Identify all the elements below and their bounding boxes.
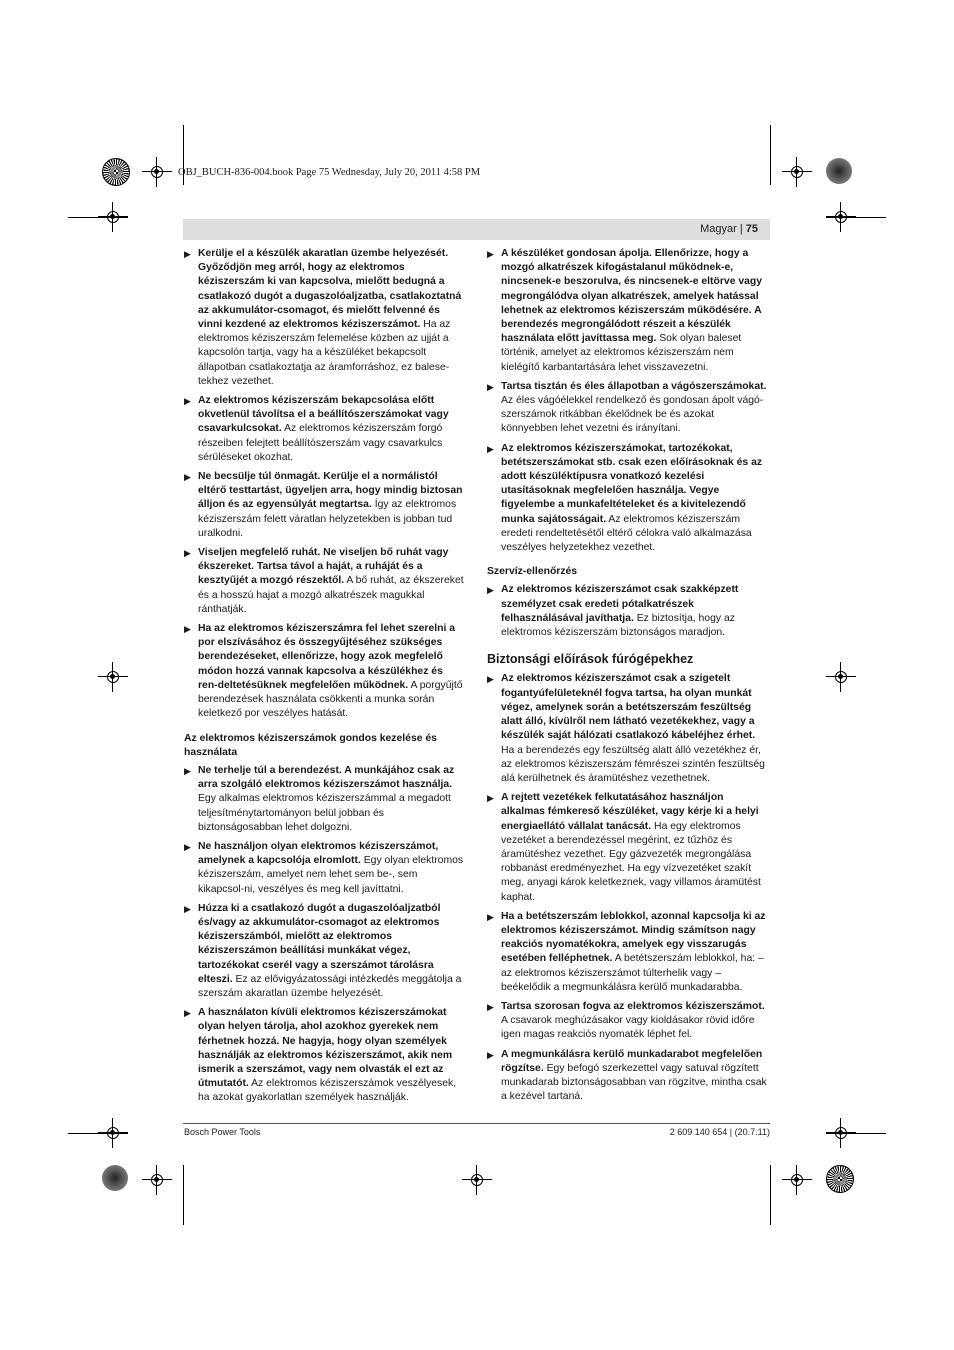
trim-mark (826, 1133, 886, 1134)
subheading: Az elektromos kéziszerszámok gondos kezelése és használata (184, 732, 437, 758)
bullet-arrow-icon: ▶ (487, 381, 494, 392)
bullet-list (184, 764, 465, 1106)
bullet-item: ▶ Viseljen megfelelő ruhát. Ne viseljen bő ruhát vagy ékszereket. Tartsa távol a haját, a ruháját és a kesztyűjét a mozgó részektől. A bő ruhát, az ékszereket és a hosszú hajat a mozgó alkatrészek magukkal ránthatják. (184, 547, 464, 615)
bullet-item: ▶ Az elektromos kéziszerszámot csak szakképzett személyzet csak eredeti pótalkatrészek felhasználásával javíthatja. Ez biztosítja, hogy az elektromos kéziszerszám biztonságos maradjon. (487, 584, 739, 639)
section-heading: Biztonsági előírások fúrógépekhez (487, 652, 694, 667)
bullet-list (487, 672, 770, 1104)
header-language: Magyar (700, 223, 737, 235)
color-target-tr (826, 158, 852, 184)
registration-mark (782, 157, 812, 187)
footer-doc-number: 2 609 140 654 | (20.7.11) (669, 1127, 770, 1137)
bullet-arrow-icon: ▶ (184, 624, 191, 635)
bullet-item: ▶ Kerülje el a készülék akaratlan üzembe helyezését. Győződjön meg arról, hogy az elektromos kéziszerszám ki van kapcsolva, mielőtt bedugná a csatlakozó dugót a dugaszolóaljzatba, csatlakoztatná az akkumulátor-csomagot, és mielőtt felvenné és vinni kezdené az elektromos kéziszerszámot. Ha az elektromos kéziszerszám felemelése közben az ujját a kapcsolón tartja, vagy ha a készüléket bekapcsolt állapotban csatlakoztatja az áramforráshoz, ez balese-tekhez vezethet. (184, 248, 462, 387)
page-number: 75 (745, 223, 758, 235)
header-right (700, 223, 758, 235)
trim-mark (183, 1165, 184, 1225)
bullet-arrow-icon: ▶ (184, 1008, 191, 1019)
bullet-arrow-icon: ▶ (184, 548, 191, 559)
bullet-arrow-icon: ▶ (487, 674, 494, 685)
bullet-arrow-icon: ▶ (184, 841, 191, 852)
bullet-item: ▶ Ne használjon olyan elektromos kéziszerszámot, amelynek a kapcsolója elromlott. Egy olyan elektromos kéziszerszám, amelyet nem lehet sem be-, sem kikapcsol-ni, veszélyes és meg kell javíttatni. (184, 840, 464, 895)
bullet-list (487, 247, 770, 555)
registration-mark (782, 1165, 812, 1195)
page-header (183, 219, 770, 240)
bullet-item: ▶ A készüléket gondosan ápolja. Ellenőrizze, hogy a mozgó alkatrészek kifogástalanul működnek-e, nincsenek-e beszorulva, és nincsenek-e eltörve vagy megrongálódva olyan alkatrészek, amelyek hatással lehetnek az elektromos kéziszerszám működésére. A berendezés megrongálódott részeit a készülék használata előtt javíttassa meg. Sok olyan baleset történik, amelyet az elektromos kéziszerszám nem kielégítő karbantartására lehet visszavezetni. (487, 248, 763, 373)
bullet-item: ▶ Tartsa szorosan fogva az elektromos kéziszerszámot. A csavarok meghúzásakor vagy kioldásakor rövid időre igen magas reakciós nyomaték léphet fel. (487, 1000, 765, 1041)
bullet-item: ▶ Az elektromos kéziszerszámokat, tartozékokat, betétszerszámokat stb. csak ezen előírásoknak és az adott készüléktípusra vonatkozó kezelési utasításoknak megfelelően használja. Vegye figyelembe a munkafeltételeket és a kivitelezendő munka sajátosságait. Az elektromos kéziszerszám eredeti rendeltetésétől eltérő célokra való alkalmazása veszélyes helyzetekhez vezethet. (487, 442, 763, 554)
color-target-bl (102, 1165, 128, 1191)
bullet-item: ▶ A rejtett vezetékek felkutatásához használjon alkalmas fémkereső készüléket, vagy kérje ki a helyi energiaellátó vállalat tanácsát. Ha egy elektromos vezetéket a berendezéssel megérint, ez tűzhöz és áramütéshez vezethet. Egy gázvezeték megrongálása robbanást eredményezhet. Ha egy vízvezetéket szakít meg, anyagi károk keletkeznek, vagy villamos áramütést kaphat. (487, 792, 761, 903)
bullet-arrow-icon: ▶ (184, 765, 191, 776)
bullet-item: ▶ Az elektromos kéziszerszámot csak a szigetelt fogantyúfelületeknél fogva tartsa, ha olyan munkát végez, amelynek során a betétszerszám feszültség alatt álló, kívülről nem látható vezetékekhez, vagy a készülék saját hálózati csatlakozó kábeléjhez érhet. Ha a berendezés egy feszültség alatt álló vezetékhez ér, az elektromos kéziszerszám fémrészei szintén feszültség alá kerülhetnek és áramütéshez vezethetnek. (487, 673, 765, 784)
bullet-arrow-icon: ▶ (487, 1049, 494, 1060)
footer-publisher: Bosch Power Tools (184, 1127, 261, 1137)
bullet-list (487, 583, 770, 640)
right-column (487, 247, 770, 1109)
bullet-item: ▶ A megmunkálásra kerülő munkadarabot megfelelően rögzítse. Egy befogó szerkezettel vagy satuval rögzített munkadarab biztonságosabban van rögzítve, mintha csak a kezével tartaná. (487, 1048, 767, 1103)
bullet-arrow-icon: ▶ (184, 472, 191, 483)
subheading: Szervíz-ellenőrzés (487, 566, 578, 578)
bullet-arrow-icon: ▶ (184, 396, 191, 407)
color-target-tl (102, 158, 130, 186)
registration-mark (142, 1165, 172, 1195)
bullet-list (184, 247, 465, 722)
bullet-item: ▶ Tartsa tisztán és éles állapotban a vágószerszámokat. Az éles vágóélekkel rendelkező és gondosan ápolt vágó-szerszámok ritkábban ékelődnek be és azokat könnyebben lehet vezetni és irányítani. (487, 380, 767, 435)
bullet-item: ▶ Ha az elektromos kéziszerszámra fel lehet szerelni a por elszívásához és összegyűjtéséhez szükséges berendezéseket, ellenőrizze, hogy azok megfelelő módon hozzá vannak kapcsolva a készülékhez és ren-deltetésüknek megfelelően működnek. A porgyűjtő berendezések használata csökkenti a munka során keletkező por veszélyes hatását. (184, 623, 463, 720)
registration-mark (98, 662, 128, 692)
bullet-arrow-icon: ▶ (487, 443, 494, 454)
trim-mark (68, 217, 128, 218)
registration-mark (462, 1165, 492, 1195)
bullet-arrow-icon: ▶ (184, 903, 191, 914)
header-separator: | (739, 223, 743, 235)
bullet-arrow-icon: ▶ (487, 911, 494, 922)
trim-mark (770, 1165, 771, 1225)
bullet-arrow-icon: ▶ (487, 585, 494, 596)
bullet-arrow-icon: ▶ (487, 1001, 494, 1012)
footer-rule (183, 1123, 770, 1124)
registration-mark (142, 157, 172, 187)
bullet-item: ▶ Húzza ki a csatlakozó dugót a dugaszolóaljzatból és/vagy az akkumulátor-csomagot az elektromos kéziszerszámból, mielőtt az elektromos kéziszerszámon beállítási munkákat végez, tartozékokat cserél vagy a szerszámot tárolásra elteszi. Ez az elővigyázatossági intézkedés meggátolja a szerszám akaratlan üzembe helyezését. (184, 902, 462, 999)
bullet-item: ▶ Ne terhelje túl a berendezést. A munkájához csak az arra szolgáló elektromos kéziszerszámot használja. Egy alkalmas elektromos kéziszerszámmal a megadott teljesítménytartományon belül jobban és biztonságosabban lehet dolgozni. (184, 764, 455, 833)
bullet-arrow-icon: ▶ (184, 249, 191, 259)
registration-mark (826, 662, 856, 692)
left-column (184, 247, 465, 1111)
bullet-item: ▶ A használaton kívüli elektromos kéziszerszámokat olyan helyen tárolja, ahol azokhoz gyerekek nem férhetnek hozzá. Ne hagyja, hogy olyan személyek használják az elektromos kéziszerszámot, akik nem ismerik a szerszámot, vagy nem olvasták el ezt az útmutatót. Az elektromos kéziszerszámok veszélyesek, ha azokat gyakorlatlan személyek használják. (184, 1007, 457, 1104)
trim-mark (770, 125, 771, 185)
color-target-br (826, 1165, 854, 1193)
trim-mark (68, 1133, 128, 1134)
bullet-item: ▶ Ne becsülje túl önmagát. Kerülje el a normálistól eltérő testtartást, ügyeljen arra, hogy mindig biztosan álljon és az egyensúlyát megtartsa. Így az elektromos kéziszerszám felett váratlan helyzetekben is jobban tud uralkodni. (184, 471, 463, 539)
bullet-arrow-icon: ▶ (487, 249, 494, 259)
bullet-item: ▶ Ha a betétszerszám leblokkol, azonnal kapcsolja ki az elektromos kéziszerszámot. Mindig számítson nagy reakciós nyomatékokra, amelyek egy visszarugás esetében felléphetnek. A betétszerszám leblokkol, ha: – az elektromos kéziszerszámot túlterhelik vagy – beékelődik a megmunkálásra kerülő munkadarabba. (487, 910, 766, 993)
bullet-arrow-icon: ▶ (487, 793, 494, 804)
print-header: OBJ_BUCH-836-004.book Page 75 Wednesday, July 20, 2011 4:58 PM (178, 167, 481, 178)
bullet-item: ▶ Az elektromos kéziszerszám bekapcsolása előtt okvetlenül távolítsa el a beállítószerszámokat vagy csavarkulcsokat. Az elektromos kéziszerszám forgó részeiben felejtett beállítószerszám vagy csavarkulcs sérüléseket okozhat. (184, 395, 449, 463)
trim-mark (826, 217, 886, 218)
